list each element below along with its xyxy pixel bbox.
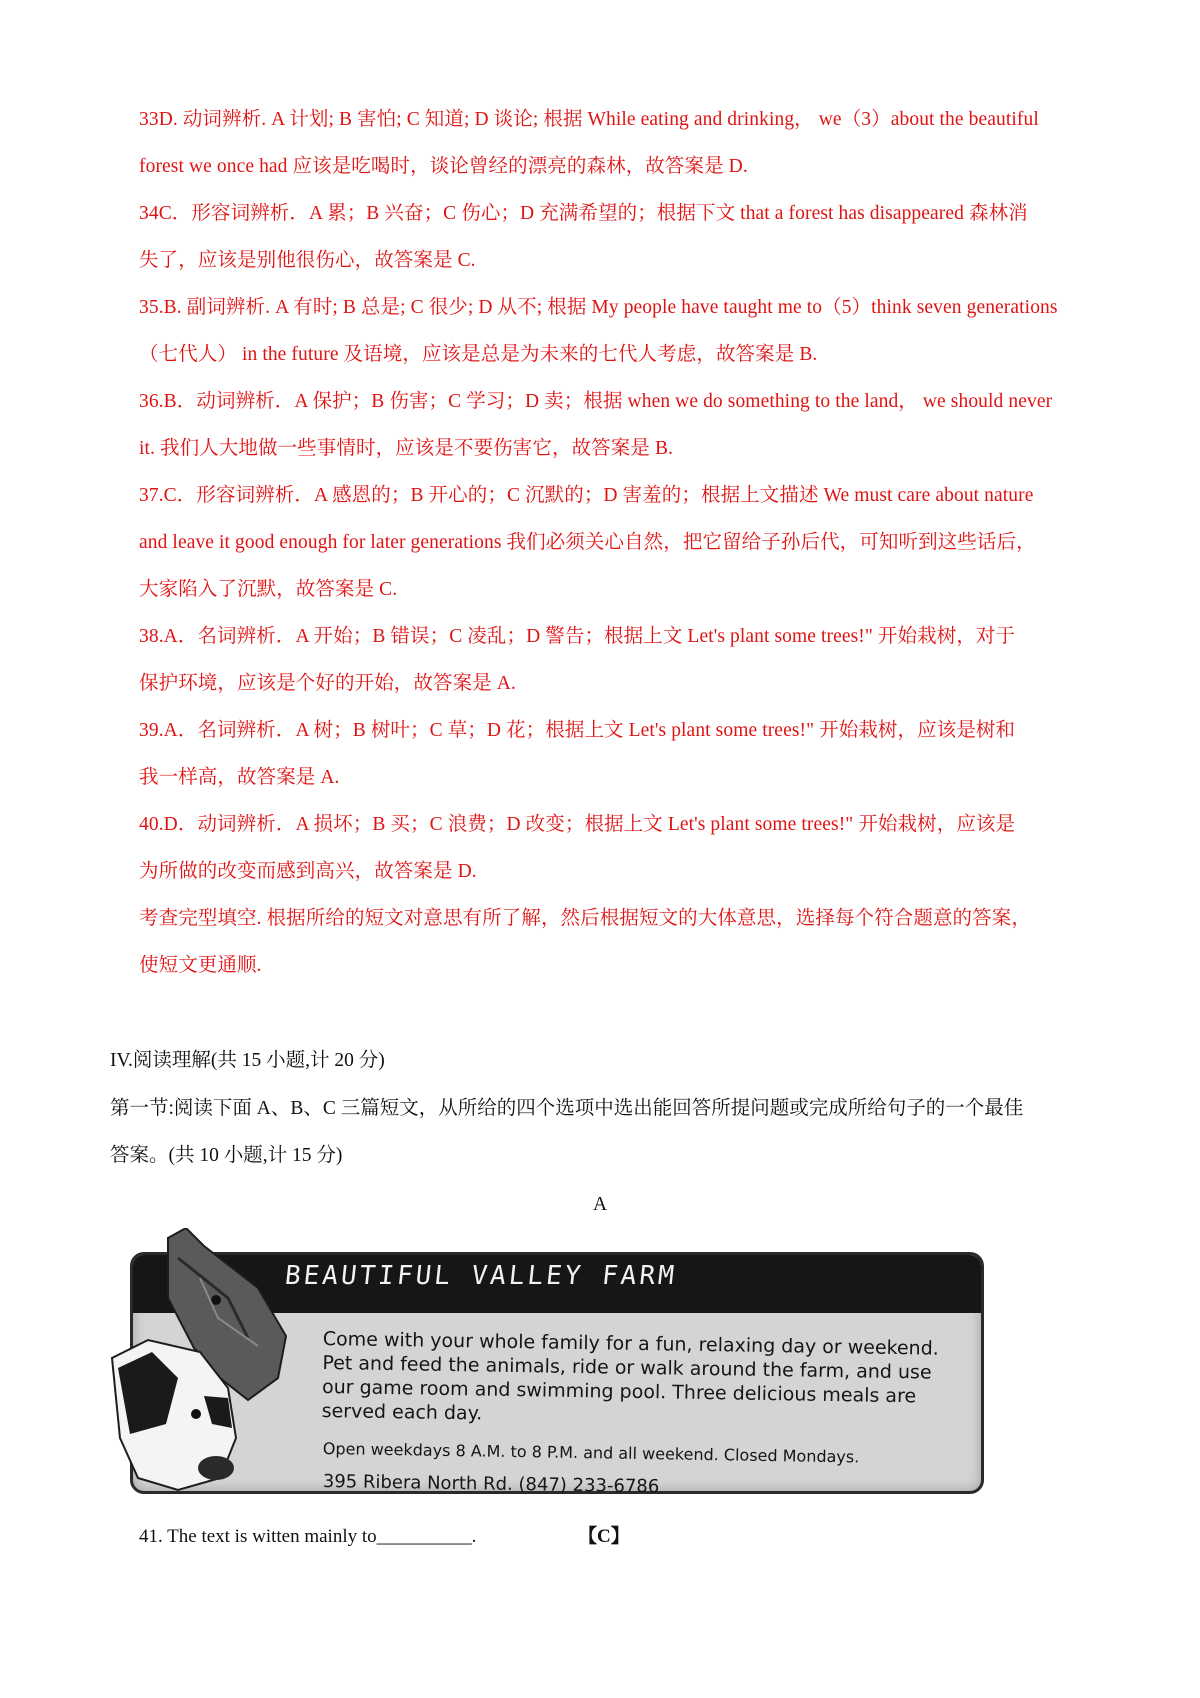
answer-line: （七代人） in the future 及语境，应该是总是为未来的七代人考虑，故答案是 B. [139, 344, 818, 365]
horse-and-cow-illustration [108, 1228, 318, 1498]
ad-address: 395 Ribera North Rd. (847) 233-6786 [322, 1471, 660, 1498]
ad-body-line: Come with your whole family for a fun, relaxing day or weekend. [322, 1327, 939, 1360]
answer-line: 考查完型填空. 根据所给的短文对意思有所了解，然后根据短文的大体意思，选择每个符合题意的答案， [139, 908, 1031, 929]
answer-line: 使短文更通顺. [139, 955, 262, 976]
ad-body-line: Pet and feed the animals, ride or walk around the farm, and use [322, 1351, 932, 1384]
answer-line: 保护环境，应该是个好的开始，故答案是 A. [139, 673, 516, 694]
answer-line: 34C．形容词辨析．A 累；B 兴奋；C 伤心；D 充满希望的；根据下文 that a forest has disappeared 森林消 [139, 203, 1028, 224]
answer-line: 38.A．名词辨析．A 开始；B 错误；C 凌乱；D 警告；根据上文 Let's plant some trees!" 开始栽树，对于 [139, 626, 1016, 647]
answer-line: 33D. 动词辨析. A 计划; B 害怕; C 知道; D 谈论; 根据 While eating and drinking， we（3）about the beautiful [139, 109, 1039, 130]
answer-line: 36.B．动词辨析．A 保护；B 伤害；C 学习；D 卖；根据 when we do something to the land， we should never [139, 391, 1053, 412]
answer-line: 失了，应该是别他很伤心，故答案是 C. [139, 250, 476, 271]
answer-line: 35.B. 副词辨析. A 有时; B 总是; C 很少; D 从不; 根据 My people have taught me to（5）think seven generations [139, 297, 1058, 318]
farm-advertisement [108, 1228, 982, 1498]
answer-line: 40.D．动词辨析．A 损坏；B 买；C 浪费；D 改变；根据上文 Let's plant some trees!" 开始栽树，应该是 [139, 814, 1016, 835]
ad-body [321, 1327, 972, 1433]
ad-title: BEAUTIFUL VALLEY FARM [283, 1261, 679, 1291]
answer-line: 为所做的改变而感到高兴，故答案是 D. [139, 861, 477, 882]
answer-line: it. 我们人大地做一些事情时，应该是不要伤害它，故答案是 B. [139, 438, 674, 459]
answer-explanations [139, 96, 1107, 989]
answer-line: 37.C．形容词辨析．A 感恩的；B 开心的；C 沉默的；D 害羞的；根据上文描述 We must care about nature [139, 485, 1034, 506]
section-instruction: 第一节:阅读下面 A、B、C 三篇短文，从所给的四个选项中选出能回答所提问题或完成所给句子的一个最佳 [110, 1098, 1024, 1119]
section-title: IV.阅读理解(共 15 小题,计 20 分) [110, 1050, 385, 1071]
answer-line: and leave it good enough for later generations 我们必须关心自然，把它留给子孙后代，可知听到这些话后， [139, 532, 1036, 553]
ad-body-line: served each day. [321, 1399, 483, 1425]
section-instruction: 答案。(共 10 小题,计 15 分) [110, 1145, 343, 1166]
answer-line: 39.A．名词辨析．A 树；B 树叶；C 草；D 花；根据上文 Let's plant some trees!" 开始栽树，应该是树和 [139, 720, 1016, 741]
answer-line: forest we once had 应该是吃喝时，谈论曾经的漂亮的森林，故答案是 D. [139, 156, 748, 177]
question-41-answer: 【C】 [578, 1526, 630, 1547]
ad-body-line: our game room and swimming pool. Three delicious meals are [321, 1375, 917, 1408]
passage-label: A [592, 1194, 608, 1215]
ad-hours: Open weekdays 8 A.M. to 8 P.M. and all weekend. Closed Mondays. [322, 1439, 860, 1467]
question-41: 41. The text is witten mainly to__________. [139, 1526, 477, 1547]
answer-line: 大家陷入了沉默，故答案是 C. [139, 579, 398, 600]
answer-line: 我一样高，故答案是 A. [139, 767, 340, 788]
